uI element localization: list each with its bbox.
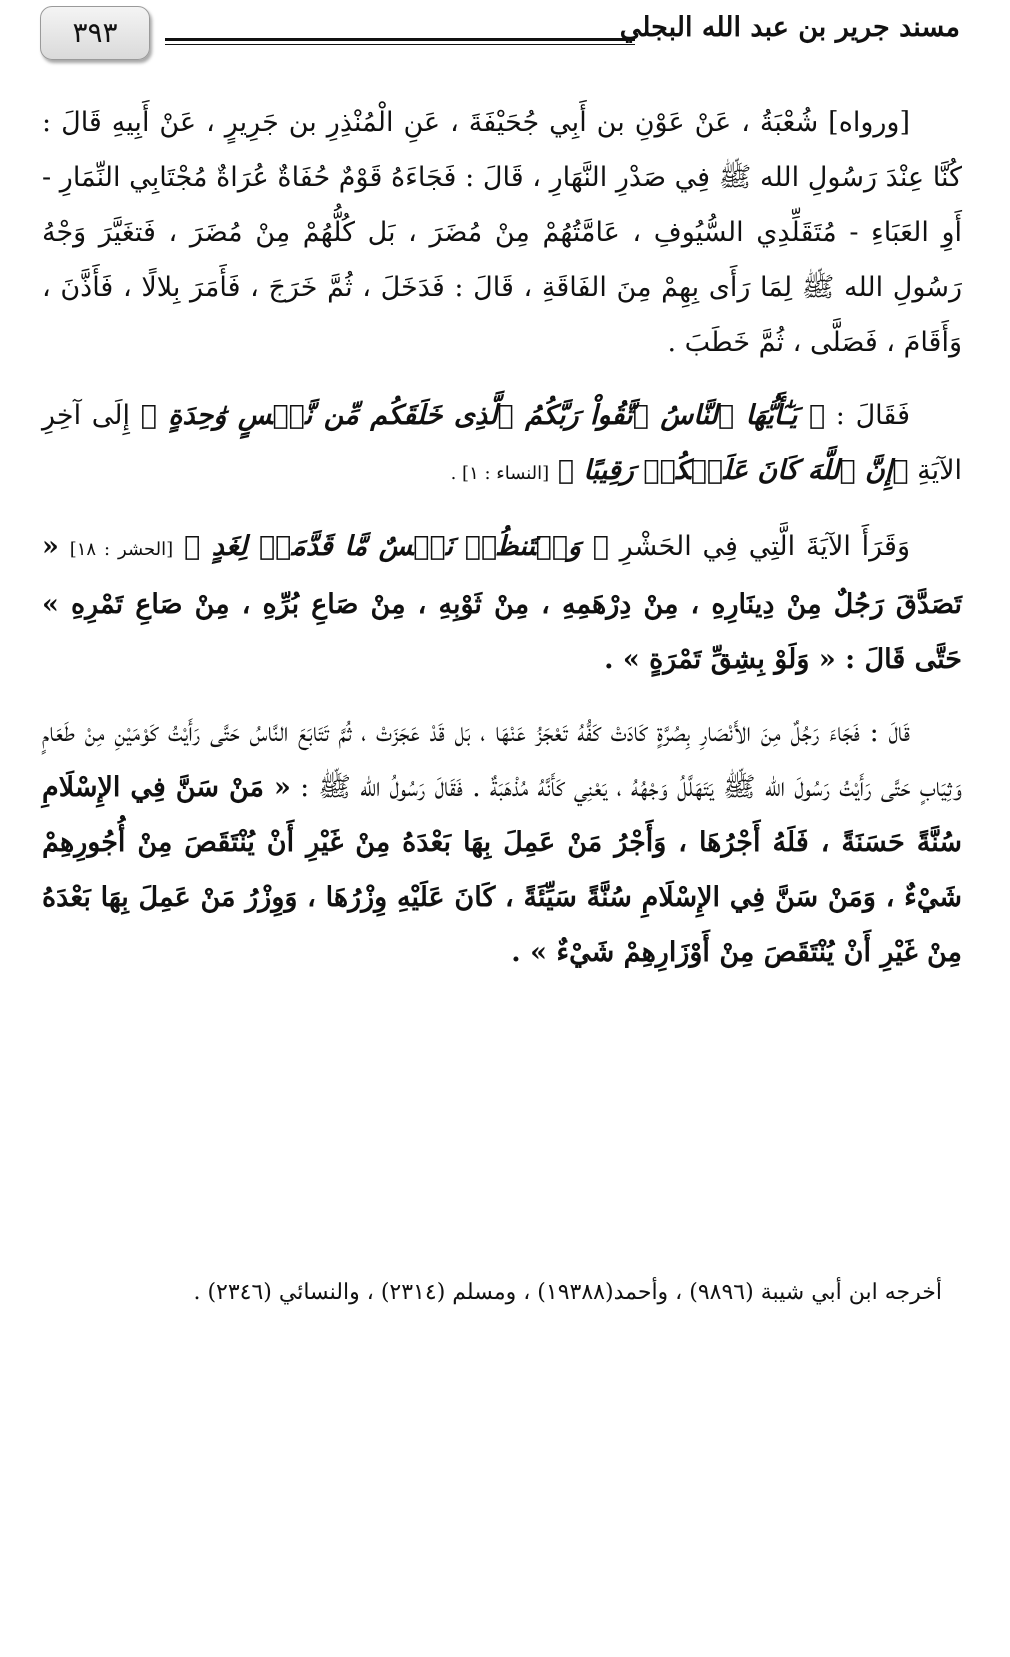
page-header <box>0 0 1010 80</box>
narration-text: قَالَ : فَجَاءَ رَجُلٌ مِنَ الأَنْصَارِ بِصُرَّةٍ كَادَتْ كَفُّهُ تَعْجَزُ عَنْهَا ، بَل قَدْ عَجَزَتْ ، ثُمَّ تَتَابَعَ النَّاسُ حَتَّى رَأَيْتُ كَوْمَيْنِ مِنْ طَعَامٍ وَثِيَابٍ حَتَّى رَأَيْتُ رَسُولَ الله ﷺ يَتَهَلَّلُ وَجْهُهُ ، يَعْنِي كَأَنَّهُ مُذْهَبَةٌ . فَقَالَ رَسُولُ الله ﷺ : <box>42 717 962 803</box>
verse-continuation: إِلَى آخِرِ الآيَةِ <box>42 400 962 486</box>
hadith-sunnah-text: « مَنْ سَنَّ فِي الإِسْلَامِ سُنَّةً حَسَنَةً ، فَلَهُ أَجْرُهَا ، وَأَجْرُ مَنْ عَمِلَ بِهَا بَعْدَهُ مِنْ غَيْرِ أَنْ يُنْتَقَصَ مِنْ أُجُورِهِمْ شَيْءٌ ، وَمَنْ سَنَّ فِي الإِسْلَامِ سُنَّةً سَيِّئَةً ، كَانَ عَلَيْهِ وِزْرُهَا ، وَوِزْرُ مَنْ عَمِلَ بِهَا بَعْدَهُ مِنْ غَيْرِ أَنْ يُنْتَقَصَ مِنْ أَوْزَارِهِمْ شَيْءٌ » . <box>42 772 962 968</box>
paragraph-verse-hashr <box>42 519 962 687</box>
footnote: أخرجه ابن أبي شيبة (٩٨٩٦) ، وأحمد(١٩٣٨٨) ، ومسلم (٢٣١٤) ، والنسائي (٢٣٤٦) . <box>193 1280 942 1305</box>
header-rule-thin <box>165 44 635 45</box>
paragraph-sunnah-hadith <box>42 705 962 980</box>
running-title: مسند جرير بن عبد الله البجلي <box>619 12 960 43</box>
hadith-charity-text: « تَصَدَّقَ رَجُلٌ مِنْ دِينَارِهِ ، مِنْ دِرْهَمِهِ ، مِنْ ثَوْبِهِ ، مِنْ صَاعِ بُرِّهِ ، مِنْ صَاعِ تَمْرِهِ » حَتَّى قَالَ : « وَلَوْ بِشِقِّ تَمْرَةٍ » . <box>42 531 962 675</box>
paragraph-verse-nisa <box>42 388 962 501</box>
quran-verse-hashr: ﴿ وَلۡتَنظُرۡ نَفۡسٌ مَّا قَدَّمَتۡ لِغَدٍ ﴾ <box>183 531 609 562</box>
quran-verse-1: ﴿ يَـٰٓأَيُّهَا ٱلنَّاسُ ٱتَّقُواْ رَبَّكُمُ ٱلَّذِى خَلَقَكُم مِّن نَّفۡسٍ وَٰحِدَةٍ ﴾ <box>140 400 826 431</box>
main-text <box>42 95 962 980</box>
verse-reference-hashr: [الحشر : ١٨] <box>69 539 174 560</box>
verse-intro: فَقَالَ : <box>835 400 910 431</box>
paragraph-hadith-chain: [ورواه] شُعْبَةُ ، عَنْ عَوْنِ بن أَبِي جُحَيْفَةَ ، عَنِ الْمُنْذِرِ بن جَرِيرٍ ، عَنْ أَبِيهِ قَالَ : كُنَّا عِنْدَ رَسُولِ الله ﷺ فِي صَدْرِ النَّهَارِ ، قَالَ : فَجَاءَهُ قَوْمٌ حُفَاةٌ عُرَاةٌ مُجْتَابِي النِّمَارِ - أَوِ العَبَاءِ - مُتَقَلِّدِي السُّيُوفِ ، عَامَّتُهُمْ مِنْ مُضَرَ ، بَل كُلُّهُمْ مِنْ مُضَرَ ، فَتغَيَّرَ وَجْهُ رَسُولِ الله ﷺ لِمَا رَأَى بِهِمْ مِنَ الفَاقَةِ ، قَالَ : فَدَخَلَ ، ثُمَّ خَرَجَ ، فَأَمَرَ بِلالًا ، فَأَذَّنَ ، وَأَقَامَ ، فَصَلَّى ، ثُمَّ خَطَبَ . <box>42 107 962 358</box>
page-number-tab: ٣٩٣ <box>40 6 150 60</box>
verse-reference-nisa: [النساء : ١] . <box>450 463 550 484</box>
quran-verse-2: ﴿إِنَّ ٱللَّهَ كَانَ عَلَيۡكُمۡ رَقِيبًا ﴾ <box>557 455 909 486</box>
header-rule-thick <box>165 38 635 41</box>
verse-intro-hashr: وَقَرَأَ الآيَةَ الَّتِي فِي الحَشْرِ <box>619 531 910 562</box>
